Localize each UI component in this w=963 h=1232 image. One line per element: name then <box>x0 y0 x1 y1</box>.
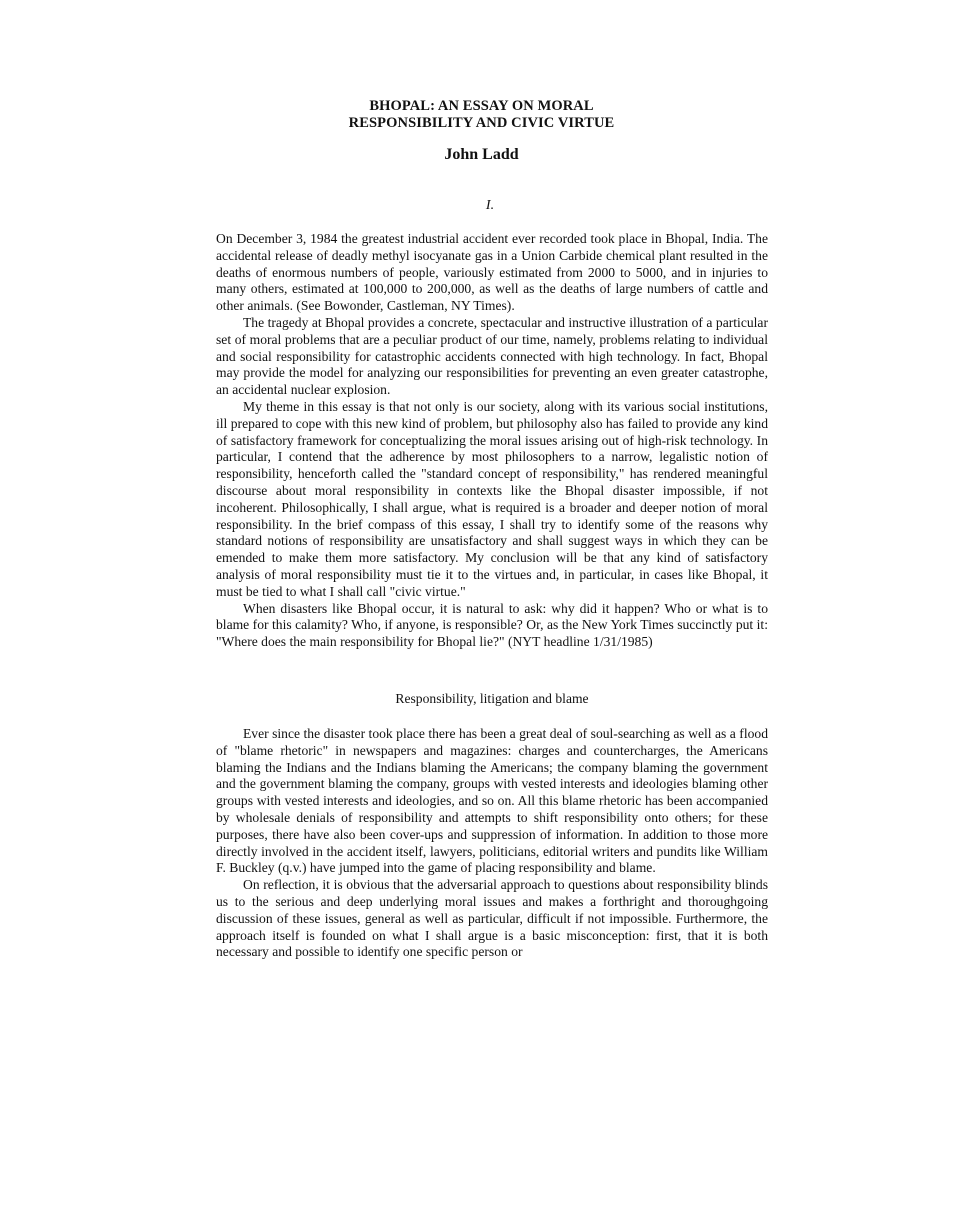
author-name: John Ladd <box>444 146 519 163</box>
title-line: BHOPAL: AN ESSAY ON MORAL <box>369 98 594 114</box>
section-number: I. <box>485 198 495 213</box>
paragraph: When disasters like Bhopal occur, it is natural to ask: why did it happen? Who or what is to blame for this calamity? Who, if anyone, is responsible? Or, as the New York Times succinctly put it: "Where does the main responsibility for Bhopal lie?" (NYT headline 1/31/1985) <box>216 600 768 650</box>
paragraph: On reflection, it is obvious that the adversarial approach to questions about responsibility blinds us to the serious and deep underlying moral issues and makes a forthright and thoroughgoing discussion of these issues, general as well as particular, difficult if not impossible. Furthermore, the approach itself is founded on what I shall argue is a basic misconception: first, that it is both necessary and possible to identify one specific person or <box>216 877 768 960</box>
body-text-section-1 <box>216 231 768 651</box>
paragraph: On December 3, 1984 the greatest industrial accident ever recorded took place in Bhopal, India. The accidental release of deadly methyl isocyanate gas in a Union Carbide chemical plant resulted in the deaths of enormous numbers of people, variously estimated from 2000 to 5000, and in injuries to many others, estimated at 100,000 to 200,000, as well as the deaths of large numbers of cattle and other animals. (See Bowonder, Castleman, NY Times). <box>216 231 768 314</box>
paragraph: Ever since the disaster took place there has been a great deal of soul-searching as well as a flood of "blame rhetoric" in newspapers and magazines: charges and countercharges, the Americans blaming the Indians and the Indians blaming the Americans; the company blaming the government and the government blaming the company, groups with vested interests and ideologies blaming other groups with vested interests and ideologies, and so on. All this blame rhetoric has been accompanied by wholesale denials of responsibility and attempts to shift responsibility onto others; for these purposes, there have also been cover-ups and suppression of information. In addition to those more directly involved in the accident itself, lawyers, politicians, editorial writers and pundits like William F. Buckley (q.v.) have jumped into the game of placing responsibility and blame. <box>216 726 768 876</box>
paragraph: My theme in this essay is that not only is our society, along with its various social institutions, ill prepared to cope with this new kind of problem, but philosophy also has failed to provide any kind of satisfactory framework for conceptualizing the moral issues arising out of high-risk technology. In particular, I contend that the adherence by most philosophers to a narrow, legalistic notion of responsibility, henceforth called the "standard concept of responsibility," has rendered meaningful discourse about moral responsibility in contexts like the Bhopal disaster impossible, if not incoherent. Philosophically, I shall argue, what is required is a broader and deeper notion of moral responsibility. In the brief compass of this essay, I shall try to identify some of the reasons why standard notions of responsibility are unsatisfactory and shall suggest ways in which they can be emended to make them more satisfactory. My conclusion will be that any kind of satisfactory analysis of moral responsibility must tie it to the virtues and, in particular, in cases like Bhopal, it must be tied to what I shall call "civic virtue." <box>216 398 768 599</box>
paragraph: The tragedy at Bhopal provides a concrete, spectacular and instructive illustration of a particular set of moral problems that are a peculiar product of our time, namely, problems relating to individual and social responsibility for catastrophic accidents connected with high technology. In fact, Bhopal may provide the model for analyzing our responsibilities for preventing an even greater catastrophe, an accidental nuclear explosion. <box>216 314 768 398</box>
paper-title <box>0 98 963 132</box>
title-line: RESPONSIBILITY AND CIVIC VIRTUE <box>348 115 615 131</box>
body-text-section-2 <box>216 726 768 961</box>
section-subheading: Responsibility, litigation and blame <box>395 691 589 706</box>
